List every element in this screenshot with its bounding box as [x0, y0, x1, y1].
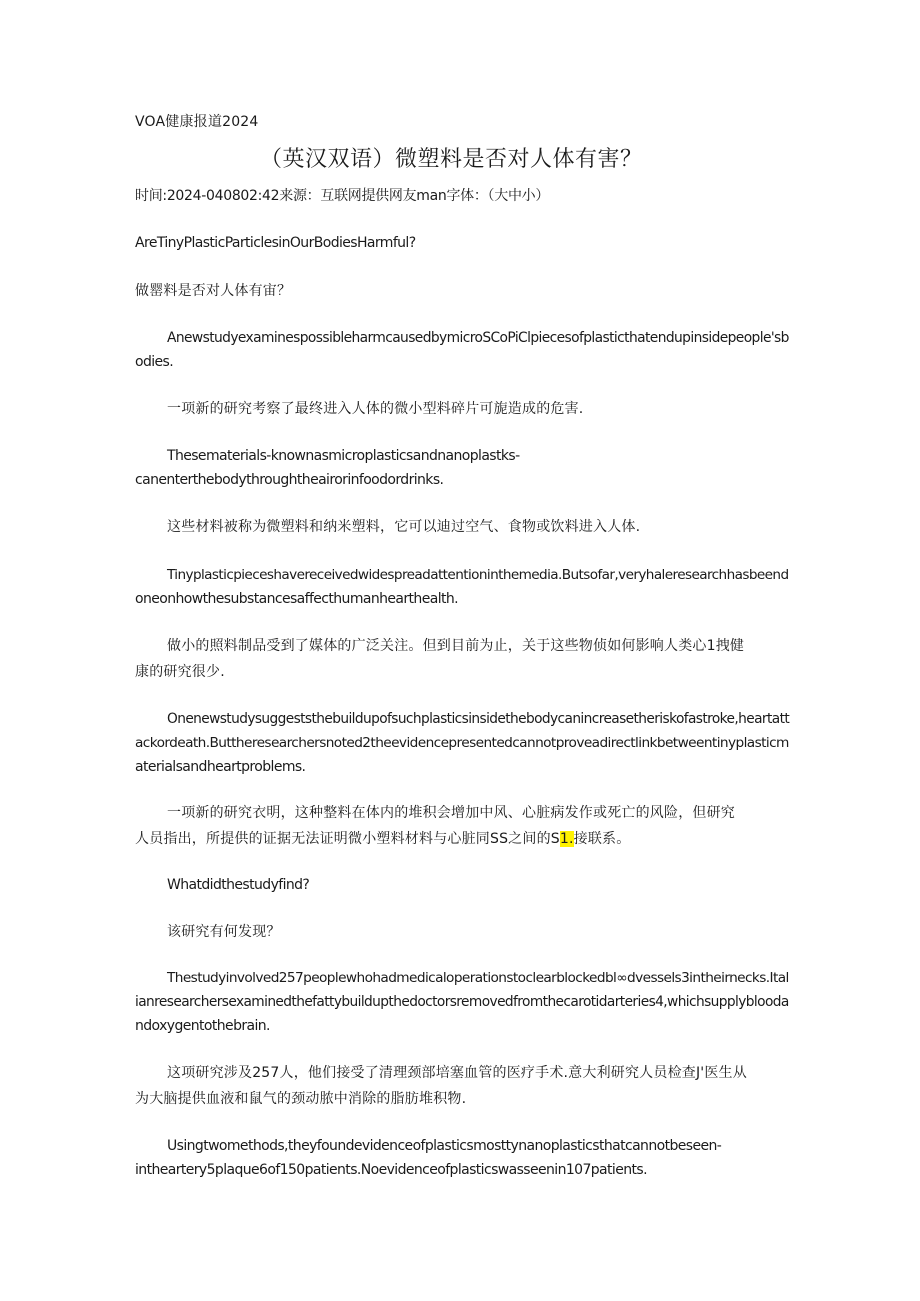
paragraph-2-en-line-1: Thesematerials-knownasmicroplasticsandnanoplastks-	[167, 448, 520, 464]
paragraph-5-en-line-3: ndoxygentothebrain.	[135, 1018, 270, 1034]
highlighted-text: 1.	[559, 831, 574, 847]
paragraph-3-cn-line-2: 康的研究很少.	[135, 664, 225, 680]
paragraph-4-cn-line-2-text-b: 接联系。	[573, 831, 631, 847]
paragraph-1-en-line-1: AnewstudyexaminespossibleharmcausedbymicroSCoPiClpiecesofplasticthatendupinsidepeople'sb	[167, 330, 789, 346]
paragraph-5-cn-line-2: 为大脑提供血液和鼠气的颈动脓中消除的脂肪堆积物.	[135, 1091, 467, 1107]
paragraph-2-en-line-2: canenterthebodythroughtheairorinfoodordrinks.	[135, 472, 444, 488]
heading-cn: 做罂料是否对人体有宙？	[135, 283, 292, 299]
paragraph-4-cn-line-2-text-a: 人员指出，所提供的证据无法证明微小塑料材料与心脏同SS之间的S	[135, 831, 560, 847]
document-meta: 时间:2024-040802:42来源：互联网提供网友man字体：（大中小）	[135, 188, 550, 204]
paragraph-3-en-line-2: oneonhowthesubstancesaffecthumanhearthealth.	[135, 591, 458, 607]
paragraph-1-en-line-2: odies.	[135, 354, 174, 370]
paragraph-3-en-line-1: Tinyplasticpieceshavereceivedwidespreadattentioninthemedia.Butsofar,veryhaleresearchhasbeend	[167, 567, 789, 583]
question-cn: 该研究有何发现？	[167, 924, 281, 940]
paragraph-6-en-line-1: Usingtwomethods,theyfoundevidenceofplasticsmosttynanoplasticsthatcannotbeseen-	[167, 1138, 722, 1154]
paragraph-1-cn: 一项新的研究考察了最终进入人体的微小型料碎片可旎造成的危害.	[167, 401, 584, 417]
paragraph-6-en-line-2: intheartery5plaque6of150patients.Noevidenceofplasticswasseenin107patients.	[135, 1162, 647, 1178]
paragraph-4-en-line-3: aterialsandheartproblems.	[135, 759, 306, 775]
document-title: （英汉双语）微塑料是否对人体有害？	[260, 147, 643, 172]
paragraph-5-en-line-1: Thestudyinvolved257peoplewhohadmedicaloperationstoclearblockedbl∞dvessels3intheirnecks.Ital	[167, 970, 789, 986]
document-header: VOA健康报道2024	[135, 114, 259, 130]
paragraph-4-en-line-2: ackordeath.Buttheresearchersnoted2theevidencepresentedcannotproveadirectlinkbetweentinyplasticm	[135, 735, 789, 751]
paragraph-4-cn-line-2	[135, 829, 630, 849]
paragraph-5-cn-line-1: 这项研究涉及257人，他们接受了清理颈部培塞血管的医疗手术.意大利研究人员检查J'医生从	[167, 1065, 747, 1081]
paragraph-4-en-line-1: Onenewstudysuggeststhebuildupofsuchplasticsinsidethebodycanincreasetheriskofastroke,heartatt	[167, 711, 790, 727]
heading-en: AreTinyPlasticParticlesinOurBodiesHarmful?	[135, 235, 416, 251]
paragraph-4-cn-line-1: 一项新的研究衣明，这种整料在体内的堆积会增加中风、心脏病发作或死亡的风险，但研究	[167, 805, 735, 821]
paragraph-3-cn-line-1: 做小的照料制品受到了媒体的广泛关注。但到目前为止，关于这些物侦如何影响人类心1拽健	[167, 638, 745, 654]
paragraph-2-cn: 这些材料被称为微塑料和纳米塑料，它可以迪过空气、食物或饮料进入人体.	[167, 519, 641, 535]
paragraph-5-en-line-2: ianresearchersexaminedthefattybuildupthedoctorsremovedfromthecarotidarteries4,whichsupplybloodа	[135, 994, 789, 1010]
question-en: Whatdidthestudyfind?	[167, 877, 310, 893]
